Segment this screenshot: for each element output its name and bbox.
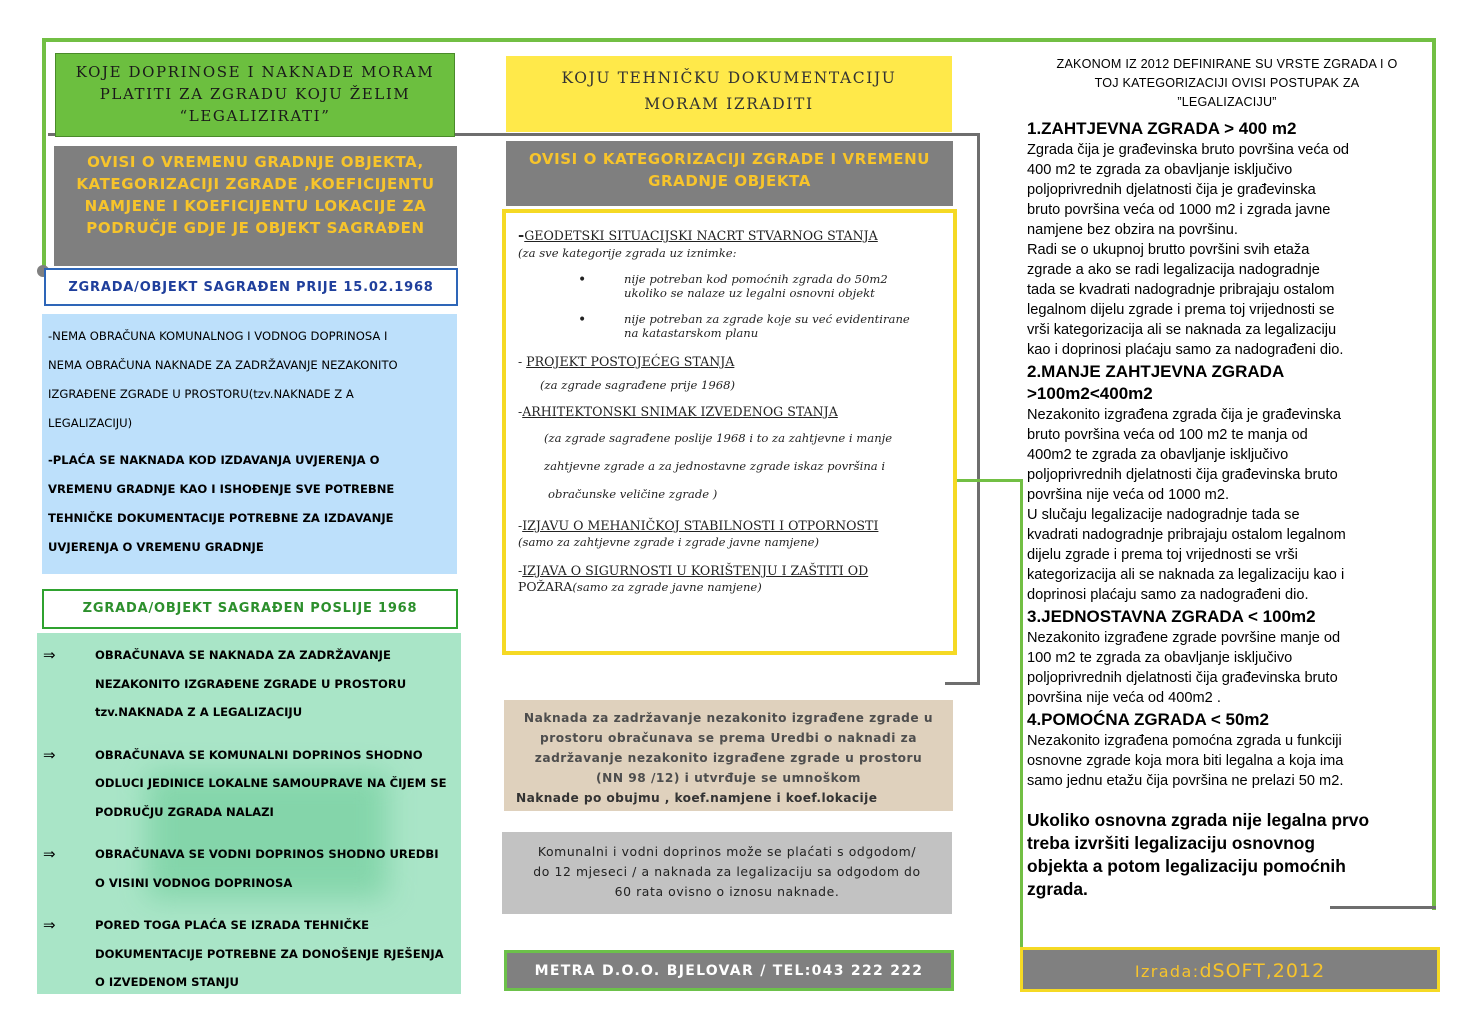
text-line: zgrade a ako se radi legalizacija nadogradnje: [1027, 262, 1320, 278]
list-item: [43, 741, 455, 827]
text-line: (za zgrade sagrađene poslije 1968 i to za zahtjevne i manje: [544, 431, 893, 445]
document-title: ARHITEKTONSKI SNIMAK IZVEDENOG STANJA: [522, 404, 838, 419]
text-line: (samo za zgrade javne namjene): [572, 580, 762, 594]
text-line: dijelu zgrade i prema toj vrijednosti se vrši: [1027, 547, 1298, 563]
building-categories: [1027, 55, 1427, 905]
arrow-icon: ⇒: [43, 916, 56, 934]
company-contact: METRA D.O.O. BJELOVAR / TEL:043 222 222: [504, 950, 954, 991]
item-prefix: -: [518, 404, 523, 419]
text-line: ”LEGALIZACIJU”: [1177, 95, 1277, 109]
text-line: doprinosi plaćaju samo za nadograđeni dio.: [1027, 587, 1309, 603]
category-title: 1.ZAHTJEVNA ZGRADA > 400 m2: [1027, 119, 1297, 138]
text-line: 400m2 te zgrada za obavljanje isključivo: [1027, 447, 1289, 463]
fees-depends-line: PODRUČJE GDJE JE OBJEKT SAGRAĐEN: [86, 219, 425, 237]
fees-title: [55, 53, 455, 137]
document-note: [518, 579, 941, 594]
document-note: (za zgrade sagrađene prije 1968): [540, 378, 736, 392]
text-line: treba izvršiti legalizaciju osnovnog: [1027, 833, 1315, 853]
document-item-architectural: [518, 404, 941, 419]
before-1968-paragraph: [48, 446, 451, 562]
text-line: legalnom dijelu zgrade i prema toj vrijednosti se: [1027, 302, 1335, 318]
text-line: -PLAĆA SE NAKNADA KOD IZDAVANJA UVJERENJA O: [48, 453, 380, 467]
documentation-title-line: MORAM IZRADITI: [644, 95, 814, 113]
category-text: [1027, 628, 1427, 708]
fees-depends-box: [54, 146, 457, 266]
text-line: LEGALIZACIJU): [48, 416, 133, 430]
document-title: POŽARA: [518, 579, 573, 594]
text-line: tzv.NAKNADA Z A LEGALIZACIJU: [95, 705, 303, 719]
text-line: PODRUČJU ZGRADA NALAZI: [95, 804, 274, 819]
text-line: poljoprivrednih djelatnosti čija građevinska bruto: [1027, 467, 1338, 483]
text-line: obračunske veličine zgrade ): [548, 487, 718, 501]
payment-note: [502, 832, 952, 914]
category-title: 3.JEDNOSTAVNA ZGRADA < 100m2: [1027, 607, 1316, 626]
text-line: kao i doprinosi plaćaju samo za nadograđeni dio.: [1027, 342, 1344, 358]
before-1968-label: ZGRADA/OBJEKT SAGRAĐEN PRIJE 15.02.1968: [44, 268, 458, 306]
categories-intro: [1027, 55, 1427, 112]
arrow-icon: ⇒: [43, 845, 56, 863]
documentation-title-line: KOJU TEHNIČKU DOKUMENTACIJU: [561, 69, 897, 87]
text-line: objekta a potom legalizaciju pomoćnih: [1027, 856, 1346, 876]
category-title: [1027, 361, 1427, 405]
connector-line: [1330, 906, 1436, 909]
item-prefix: -: [518, 563, 523, 578]
credit-name: dSOFT,2012: [1199, 960, 1326, 982]
list-item: [578, 312, 941, 340]
text-line: nije potreban za zgrade koje su već evidentirane: [624, 312, 910, 326]
connector-line: [977, 133, 980, 685]
text-line: OBRAČUNAVA SE NAKNADA ZA ZADRŽAVANJE: [95, 648, 391, 662]
text-line: površina nije veća od 400m2 .: [1027, 690, 1221, 706]
text-line: NEZAKONITO IZGRAĐENE ZGRADE U PROSTORU: [95, 676, 407, 691]
text-line: DOKUMENTACIJE POTREBNE ZA DONOŠENJE RJEŠENJA: [95, 946, 444, 961]
text-line: 100 m2 te zgrada za obavljanje isključivo: [1027, 650, 1293, 666]
document-title: IZJAVA O SIGURNOSTI U KORIŠTENJU I ZAŠTITI OD: [522, 563, 869, 578]
document-item-project: [518, 354, 941, 369]
text-line: ODLUCI JEDINICE LOKALNE SAMOUPRAVE NA ČIJEM SE: [95, 776, 447, 790]
text-line: -NEMA OBRAČUNA KOMUNALNOG I VODNOG DOPRINOSA I: [48, 329, 388, 343]
text-line: OBRAČUNAVA SE KOMUNALNI DOPRINOS SHODNO: [95, 747, 423, 762]
credit-box: [1020, 947, 1440, 992]
text-line: TOJ KATEGORIZACIJI OVISI POSTUPAK ZA: [1094, 76, 1360, 90]
arrow-icon: ⇒: [43, 646, 56, 664]
arrow-icon: ⇒: [43, 745, 56, 764]
connector-line: [42, 38, 46, 270]
category-title: 4.POMOĆNA ZGRADA < 50m2: [1027, 710, 1269, 729]
fees-depends-line: NAMJENE I KOEFICIJENTU LOKACIJE ZA: [84, 197, 427, 215]
text-line: UVJERENJA O VREMENU GRADNJE: [48, 540, 264, 554]
text-line: (NN 98 /12) i utvrđuje se umnoškom: [596, 771, 861, 785]
item-prefix: -: [518, 518, 523, 533]
document-title: GEODETSKI SITUACIJSKI NACRT STVARNOG STANJA: [524, 228, 878, 243]
text-line: zadržavanje nezakonito izgrađene zgrade u prostoru: [534, 751, 923, 765]
text-line: Radi se o ukupnoj brutto površini svih etaža: [1027, 242, 1310, 258]
connector-line: [1020, 479, 1023, 949]
text-line: poljoprivrednih djelatnosti čija građevinska bruto: [1027, 670, 1338, 686]
text-line: Naknade po obujmu , koef.namjene i koef.lokacije: [516, 791, 878, 805]
bullet-icon: •: [578, 272, 587, 288]
connector-line: [955, 479, 1022, 482]
text-line: PORED TOGA PLAĆA SE IZRADA TEHNIČKE: [95, 918, 370, 932]
list-item: [43, 641, 455, 727]
document-item-safety: [518, 563, 941, 578]
text-line: IZGRAĐENE ZGRADE U PROSTORU(tzv.NAKNADE Z A: [48, 387, 354, 401]
credit-prefix: Izrada:: [1134, 962, 1200, 981]
text-line: Komunalni i vodni doprinos može se plaćati s odgodom/: [537, 844, 917, 859]
connector-line: [1432, 38, 1436, 910]
text-line: VREMENU GRADNJE KAO I ISHOĐENJE SVE POTREBNE: [48, 482, 395, 496]
text-line: do 12 mjeseci / a naknada za legalizaciju sa odgodom do: [533, 864, 921, 879]
text-line: Ukoliko osnovna zgrada nije legalna prvo: [1027, 810, 1370, 830]
fee-calculation-note: [504, 700, 953, 811]
document-title: PROJEKT POSTOJEĆEG STANJA: [526, 354, 735, 369]
fees-title-line: PLATITI ZA ZGRADU KOJU ŽELIM: [99, 85, 411, 103]
before-1968-box: [42, 314, 457, 574]
text-line: >100m2<400m2: [1027, 384, 1153, 403]
text-line: kvadrati nadogradnje pribrajaju ostalom legalnom: [1027, 527, 1346, 543]
document-note: [518, 424, 941, 508]
fees-title-line: “LEGALIZIRATI”: [179, 107, 331, 125]
text-line: 400 m2 te zgrada za obavljanje isključivo: [1027, 162, 1293, 178]
item-prefix: -: [518, 354, 527, 369]
text-line: samo jednu etažu čija površina ne prelazi 50 m2.: [1027, 773, 1344, 789]
text-line: 2.MANJE ZAHTJEVNA ZGRADA: [1027, 362, 1285, 381]
text-line: U slučaju legalizacije nadogradnje tada se: [1027, 507, 1300, 523]
fees-depends-line: OVISI O VREMENU GRADNJE OBJEKTA,: [87, 153, 424, 171]
text-line: ukoliko se nalaze uz legalni osnovni objekt: [624, 286, 875, 300]
documentation-list-box: [502, 209, 957, 655]
text-line: Nezakonito izgrađena pomoćna zgrada u funkciji: [1027, 733, 1342, 749]
bullet-icon: •: [578, 312, 587, 328]
text-line: na katastarskom planu: [624, 326, 759, 340]
text-line: ZAKONOM IZ 2012 DEFINIRANE SU VRSTE ZGRADA I O: [1056, 57, 1398, 71]
category-text: [1027, 731, 1427, 791]
connector-line: [945, 682, 980, 685]
text-line: vrši kategorizacija ali se naknada za legalizaciju: [1027, 322, 1337, 338]
document-note: (samo za zahtjevne zgrade i zgrade javne namjene): [518, 535, 819, 549]
documentation-depends-line: OVISI O KATEGORIZACIJI ZGRADE I VREMENU: [528, 150, 931, 168]
documentation-depends-box: [506, 141, 953, 206]
text-line: NEMA OBRAČUNA NAKNADE ZA ZADRŽAVANJE NEZAKONITO: [48, 358, 398, 372]
document-title: IZJAVU O MEHANIČKOJ STABILNOSTI I OTPORNOSTI: [522, 518, 879, 533]
text-line: osnovne zgrade koja mora biti legalna a koja ima: [1027, 753, 1344, 769]
text-line: zahtjevne zgrade a za jednostavne zgrade iskaz površina i: [544, 459, 886, 473]
text-line: poljoprivrednih djelatnosti čija je građevinska: [1027, 182, 1316, 198]
fees-title-line: KOJE DOPRINOSE I NAKNADE MORAM: [75, 63, 435, 81]
list-item: [578, 272, 941, 300]
text-line: bruto površina veća od 1000 m2 i zgrada javne: [1027, 202, 1331, 218]
text-line: Nezakonito izgrađene zgrade površine manje od: [1027, 630, 1341, 646]
text-line: Zgrada čija je građevinska bruto površina veća od: [1027, 142, 1350, 158]
documentation-depends-line: GRADNJE OBJEKTA: [648, 172, 811, 190]
after-1968-label: ZGRADA/OBJEKT SAGRAĐEN POSLIJE 1968: [42, 589, 458, 629]
document-item-geodetic: [518, 226, 941, 244]
text-line: Naknada za zadržavanje nezakonito izgrađene zgrade u: [523, 711, 934, 725]
document-item-stability: [518, 518, 941, 533]
text-line: O VISINI VODNOG DOPRINOSA: [95, 875, 293, 890]
text-line: Nezakonito izgrađena zgrada čija je građevinska: [1027, 407, 1341, 423]
text-line: OBRAČUNAVA SE VODNI DOPRINOS SHODNO UREDBI: [95, 847, 439, 861]
final-note: [1027, 809, 1427, 901]
connector-line: [42, 38, 1436, 42]
text-line: zgrada.: [1027, 879, 1088, 899]
text-line: O IZVEDENOM STANJU: [95, 975, 239, 989]
item-prefix: -: [518, 226, 525, 244]
text-line: nije potreban kod pomoćnih zgrada do 50m2: [624, 272, 888, 286]
after-1968-box: [37, 633, 461, 994]
text-line: površina nije veća od 1000 m2.: [1027, 487, 1230, 503]
fees-depends-line: KATEGORIZACIJI ZGRADE ,KOEFICIJENTU: [76, 175, 435, 193]
text-line: kategorizacija ali se naknada za legalizaciju kao i: [1027, 567, 1345, 583]
text-line: TEHNIČKE DOKUMENTACIJE POTREBNE ZA IZDAVANJE: [48, 511, 394, 525]
before-1968-paragraph: [48, 322, 451, 438]
document-note: (za sve kategorije zgrada uz iznimke:: [518, 246, 737, 260]
category-text: [1027, 405, 1427, 605]
category-text: [1027, 140, 1427, 360]
text-line: namjene bez obzira na površinu.: [1027, 222, 1238, 238]
text-line: tada se kvadrati nadogradnje pribrajaju ostalom: [1027, 282, 1335, 298]
documentation-title: [506, 56, 952, 132]
text-line: prostoru obračunava se prema Uredbi o naknadi za: [540, 731, 917, 745]
list-item: [43, 911, 455, 997]
text-line: bruto površina veća od 100 m2 te manja od: [1027, 427, 1308, 443]
text-line: 60 rata ovisno o iznosu naknade.: [614, 884, 840, 899]
list-item: [43, 840, 455, 897]
